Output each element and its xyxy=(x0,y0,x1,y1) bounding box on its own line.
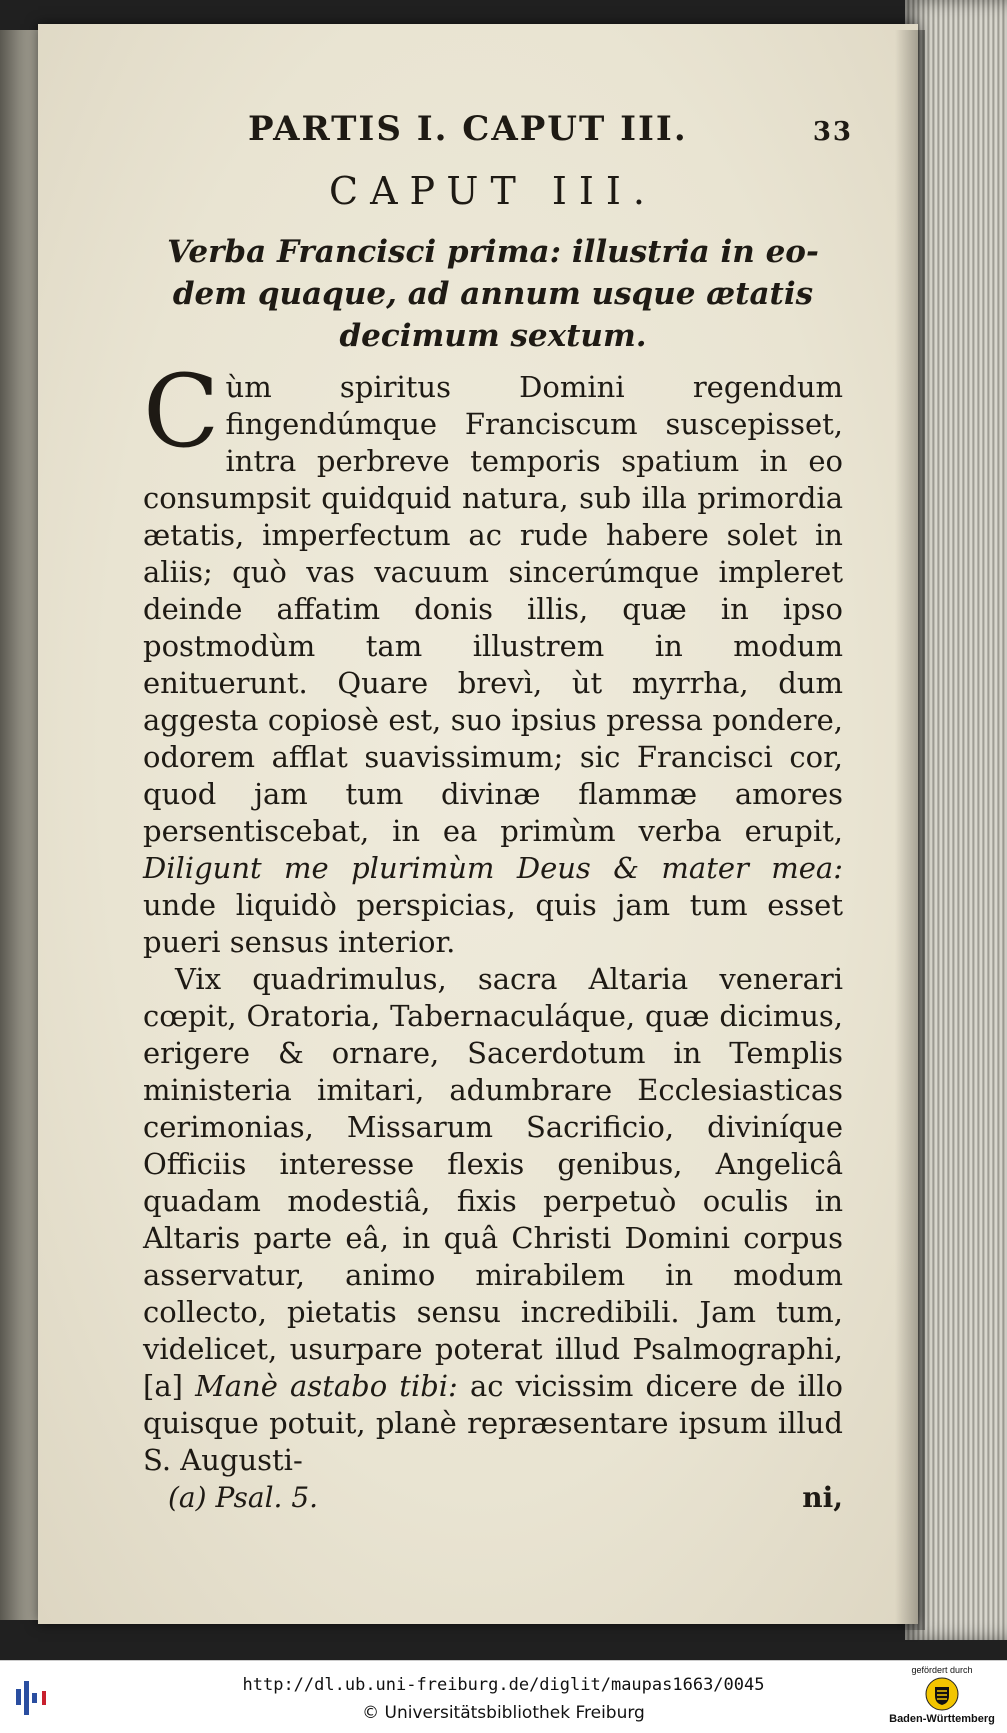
chapter-heading: CAPUT III. xyxy=(329,169,657,213)
paragraph-1-text: ùm spiritus Domini regendum fingendúmque Franciscum suscepisset, intra perbreve temporis spatium in eo consumpsit quidquid natura, sub illa primordia ætatis, imperfectum ac rude habere solet in aliis; quò vas vacuum sincerúmque impleret deinde affatim donis illis, quæ in ipso postmodùm tam illustrem in modum enituerunt. Quare brevì, ùt myrrha, dum aggesta copiosè est, suo ipsius pressa pondere, odorem afflat suavissimum; sic Francisci cor, quod jam tum divinæ flammæ amores persentiscebat, in ea primùm verba erupit, xyxy=(143,370,843,848)
folio-number: 33 xyxy=(812,117,853,147)
subtitle-line: decimum sextum. xyxy=(339,318,647,354)
page-content xyxy=(143,109,853,1514)
paragraph-1-quote: Diligunt me plurimùm Deus & mater mea: xyxy=(143,851,843,885)
running-head xyxy=(143,109,853,157)
sponsor-name: Baden-Württemberg xyxy=(889,1713,995,1725)
drop-cap: C xyxy=(143,353,220,470)
footnote: (a) Psal. 5. xyxy=(168,1481,319,1514)
viewer-footer-bar xyxy=(0,1660,1007,1733)
spine-shadow xyxy=(895,30,925,1630)
chapter-subtitle xyxy=(153,231,833,357)
baden-wuerttemberg-crest-icon xyxy=(925,1677,959,1711)
subtitle-line: dem quaque, ad annum usque ætatis xyxy=(172,276,814,312)
sponsor-block xyxy=(887,1665,997,1725)
copyright-text: © Universitätsbibliothek Freiburg xyxy=(362,1703,645,1723)
sponsor-label: gefördert durch xyxy=(911,1665,973,1675)
page-footer xyxy=(143,1481,843,1514)
permalink-url[interactable]: http://dl.ub.uni-freiburg.de/diglit/maupas1663/0045 xyxy=(242,1675,765,1695)
paragraph-2 xyxy=(143,961,843,1479)
book-page xyxy=(38,24,918,1624)
running-title: PARTIS I. CAPUT III. xyxy=(248,109,688,149)
paragraph-1 xyxy=(143,353,843,961)
subtitle-line: Verba Francisci prima: illustria in eo- xyxy=(167,234,819,270)
catchword: ni, xyxy=(802,1481,843,1514)
paragraph-2-text-end: ac vicissim dicere de illo quisque potuit, planè repræsentare ipsum illud S. Augusti- xyxy=(143,1369,844,1477)
paragraph-2-quote: Manè astabo tibi: xyxy=(195,1369,458,1403)
paragraph-2-text: Vix quadrimulus, sacra Altaria venerari cœpit, Oratoria, Tabernaculáque, quæ dicimus, erigere & ornare, Sacerdotum in Templis ministeria imitari, adumbrare Ecclesiasticas cerimonias, Missarum Sacrificio, diviníque Officiis interesse flexis genibus, Angelicâ quadam modestiâ, fixis perpetuò oculis in Altaris parte eâ, in quâ Christi Domini corpus asservatur, animo mirabilem in modum collecto, pietatis sensu incredibili. Jam tum, videlicet, usurpare poterat illud Psalmographi, [a] xyxy=(143,962,843,1403)
paragraph-1-text-end: unde liquidò perspicias, quis jam tum esset pueri sensus interior. xyxy=(143,888,843,959)
